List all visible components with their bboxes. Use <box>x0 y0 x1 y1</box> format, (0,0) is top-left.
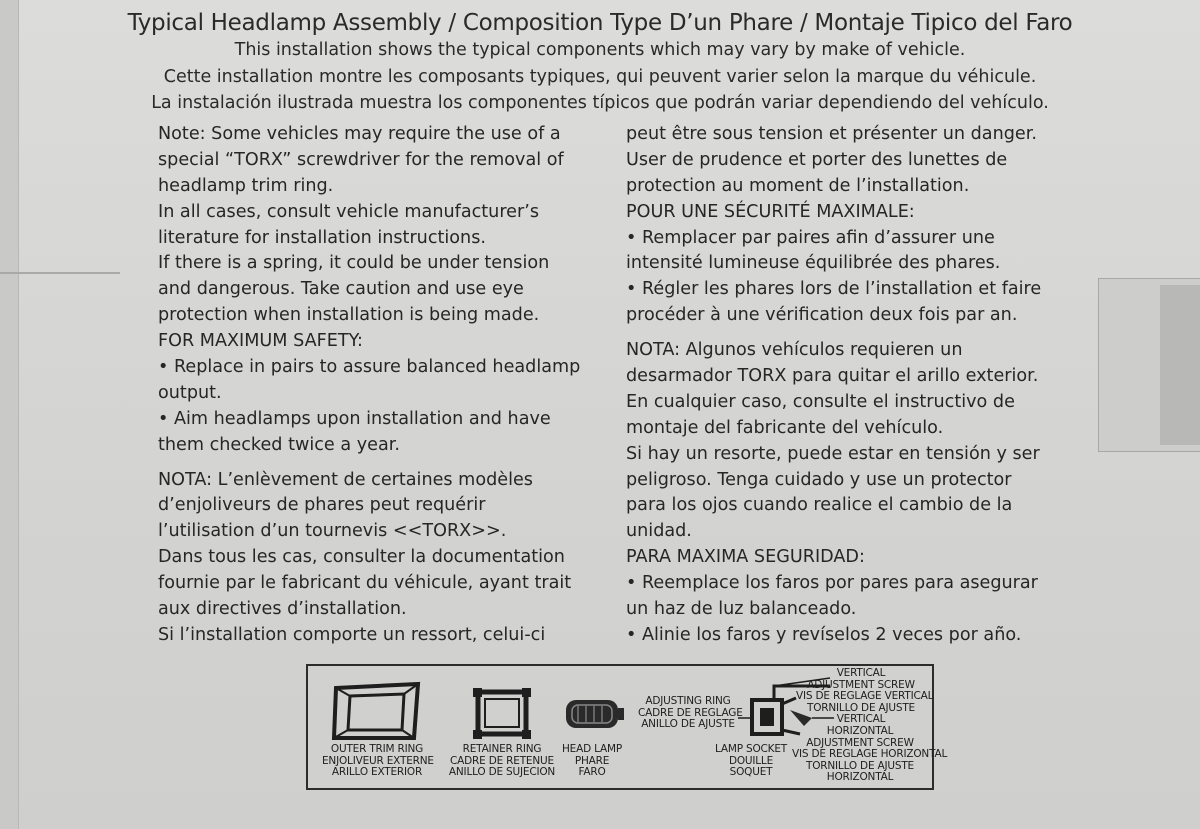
instruction-line: Dans tous les cas, consulter la documentation <box>158 547 565 568</box>
instruction-line: If there is a spring, it could be under tension <box>158 253 550 274</box>
instruction-line: protection when installation is being made. <box>158 305 540 326</box>
subtitle-spanish: La instalación ilustrada muestra los componentes típicos que podrán variar dependiendo del vehículo. <box>151 93 1049 113</box>
instruction-line: In all cases, consult vehicle manufacturer’s <box>158 201 539 222</box>
instruction-line: • Alinie los faros y revíselos 2 veces por año. <box>626 624 1022 645</box>
instruction-line: • Aim headlamps upon installation and have <box>158 408 551 429</box>
instruction-line: • Remplacer par paires afin d’assurer une <box>626 227 995 248</box>
box-tab-shadow <box>1160 285 1200 445</box>
instruction-line: • Régler les phares lors de l’installation et faire <box>626 279 1042 300</box>
instruction-line: • Reemplace los faros por pares para asegurar <box>626 573 1038 594</box>
instruction-line: peligroso. Tenga cuidado y use un protector <box>626 469 1012 490</box>
retainer-ring-icon <box>470 686 534 742</box>
lamp-socket-label: LAMP SOCKET DOUILLE SOQUET <box>715 743 787 778</box>
adjusting-ring-label: ADJUSTING RING CADRE DE REGLAGE ANILLO DE AJUSTE <box>638 695 743 730</box>
instruction-line: aux directives d’installation. <box>158 599 407 620</box>
box-side-flap <box>0 0 19 829</box>
instruction-line: • Replace in pairs to assure balanced headlamp <box>158 357 581 378</box>
instruction-line: d’enjoliveurs de phares peut requérir <box>158 495 486 516</box>
instruction-line: Si l’installation comporte un ressort, celui-ci <box>158 624 546 645</box>
retainer-ring-label: RETAINER RING CADRE DE RETENUE ANILLO DE SUJECION <box>448 743 556 778</box>
instruction-line: peut être sous tension et présenter un danger. <box>626 124 1037 144</box>
instruction-line: and dangerous. Take caution and use eye <box>158 279 524 300</box>
instructions-left-column <box>158 122 580 649</box>
headlamp-icon <box>564 696 626 732</box>
horizontal-screw-label: HORIZONTAL ADJUSTMENT SCREW VIS DE REGLAGE HORIZONTAL TORNILLO DE AJUSTE HORIZONTAL <box>792 725 948 783</box>
instruction-line: protection au moment de l’installation. <box>626 175 970 196</box>
instruction-line: PARA MAXIMA SEGURIDAD: <box>626 547 865 568</box>
page-title: Typical Headlamp Assembly / Composition Type D’un Phare / Montaje Tipico del Faro <box>127 10 1073 36</box>
headlamp-assembly-diagram <box>306 664 948 790</box>
instruction-line: fournie par le fabricant du véhicule, ayant trait <box>158 573 572 594</box>
subtitle-french: Cette installation montre les composants typiques, qui peuvent varier selon la marque du véhicule. <box>163 67 1037 87</box>
instruction-line <box>158 459 580 468</box>
instruction-line: desarmador TORX para quitar el arillo exterior. <box>626 366 1039 387</box>
instruction-line: procéder à une vérification deux fois par an. <box>626 305 1018 326</box>
instruction-line: literature for installation instructions. <box>158 227 486 248</box>
instruction-line <box>626 329 1041 338</box>
subtitle-english: This installation shows the typical components which may vary by make of vehicle. <box>234 40 966 60</box>
instruction-line: NOTA: Algunos vehículos requieren un <box>626 340 963 361</box>
instruction-line: User de prudence et porter des lunettes de <box>626 149 1008 170</box>
instruction-line: NOTA: L’enlèvement de certaines modèles <box>158 469 533 490</box>
instructions-right-column <box>626 122 1041 649</box>
instruction-line: para los ojos cuando realice el cambio de la <box>626 495 1013 516</box>
instruction-line: l’utilisation d’un tournevis <<TORX>>. <box>158 521 507 542</box>
headlamp-label: HEAD LAMP PHARE FARO <box>561 743 622 778</box>
box-crease <box>0 272 120 274</box>
instruction-line: En cualquier caso, consulte el instructivo de <box>626 391 1015 412</box>
instruction-line: Note: Some vehicles may require the use of a <box>158 124 561 144</box>
instruction-line: POUR UNE SÉCURITÉ MAXIMALE: <box>626 201 915 222</box>
instruction-line: headlamp trim ring. <box>158 175 334 196</box>
vertical-screw-label: VERTICAL ADJUSTMENT SCREW VIS DE REGLAGE VERTICAL TORNILLO DE AJUSTE VERTICAL <box>796 667 934 725</box>
instruction-line: intensité lumineuse équilibrée des phares. <box>626 253 1001 274</box>
instruction-line: special “TORX” screwdriver for the removal of <box>158 149 564 170</box>
instruction-line: montaje del fabricante del vehículo. <box>626 417 944 438</box>
instruction-line: them checked twice a year. <box>158 434 400 455</box>
outer-trim-ring-icon <box>330 680 424 744</box>
instruction-line: output. <box>158 382 222 403</box>
instruction-line: FOR MAXIMUM SAFETY: <box>158 331 363 352</box>
instruction-line: Si hay un resorte, puede estar en tensión y ser <box>626 443 1040 464</box>
instruction-line: unidad. <box>626 521 692 542</box>
outer-trim-ring-label: OUTER TRIM RING ENJOLIVEUR EXTERNE ARILLO EXTERIOR <box>322 743 434 778</box>
instruction-line: un haz de luz balanceado. <box>626 599 857 620</box>
